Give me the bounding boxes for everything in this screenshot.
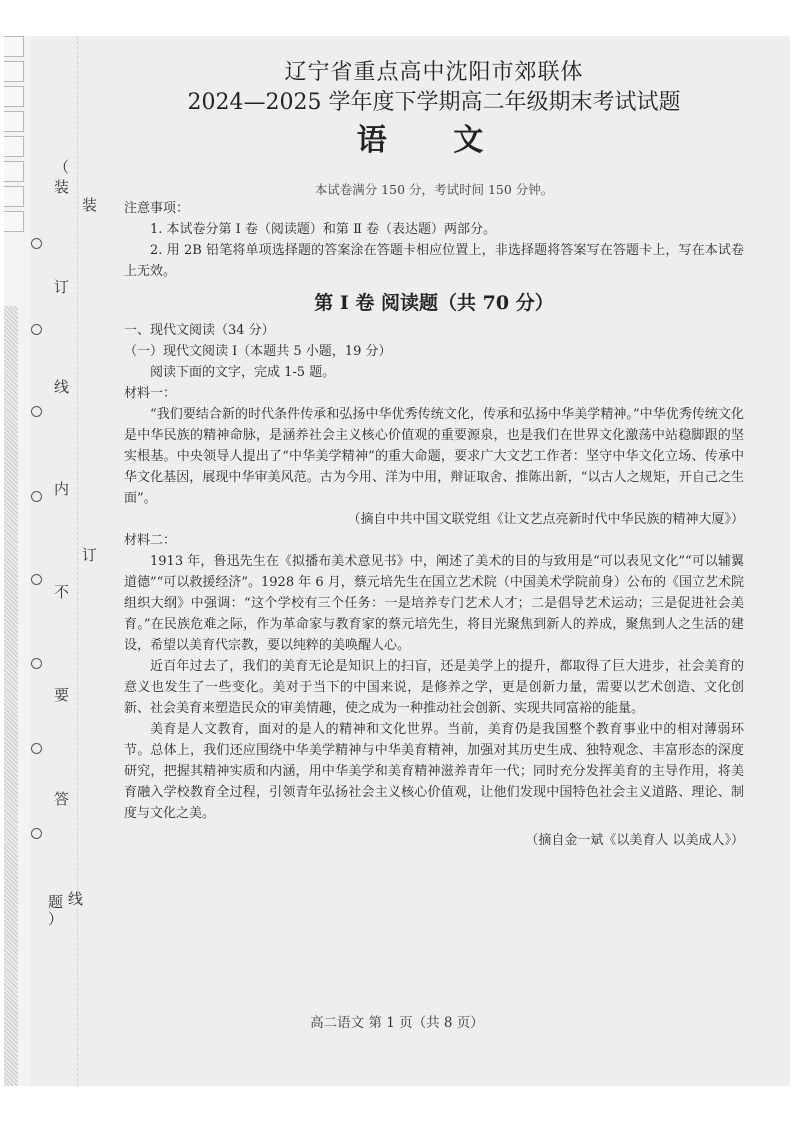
seal-char: 订 [54, 278, 70, 296]
seal-char: 内 [54, 480, 70, 498]
exam-title-line2: 2024—2025 学年度下学期高二年级期末考试试题 [187, 90, 681, 115]
margin-hatch [4, 306, 18, 1086]
material-paragraph: 近百年过去了，我们的美育无论是知识上的扫盲，还是美学上的提升，都取得了巨大进步，社会美育的意义也发生了一些变化。美对于当下的中国来说，是修养之学，更是创新力量，需要以艺术创造、文化创新、社会美育来塑造民众的审美情趣，使之成为一种推动社会创新、实现共同富裕的能量。 [124, 659, 744, 716]
binding-hole-icon [31, 406, 42, 417]
material-paragraph: “我们要结合新的时代条件传承和弘扬中华优秀传统文化，传承和弘扬中华美学精神。”中华优秀传统文化是中华民族的精神命脉，是涵养社会主义核心价值观的重要源泉，也是我们在世界文化激荡中站稳脚跟的坚实根基。中央领导人提出了“中华美学精神”的重大命题，要求广大文艺工作者：坚守中华文化立场、传承中华文化基因，展现中华审美风范。古为今用、洋为中用，辩证取舍、推陈出新，“以古人之规矩，开自己之生面”。 [124, 407, 744, 506]
part-heading: 一、现代文阅读（34 分） [124, 323, 275, 338]
seal-char: 订 [82, 546, 98, 564]
binding-hole-icon [31, 574, 42, 585]
sub-heading: （一）现代文阅读 Ⅰ（本题共 5 小题，19 分） [124, 344, 392, 359]
binding-hole-icon [31, 491, 42, 502]
binding-hole-icon [31, 238, 42, 249]
seal-dashed-line [77, 36, 78, 1086]
notice-item: 1. 本试卷分第 Ⅰ 卷（阅读题）和第 Ⅱ 卷（表达题）两部分。 [150, 222, 497, 237]
seal-char: 要 [54, 686, 70, 704]
exam-title-line1: 辽宁省重点高中沈阳市郊联体 [284, 60, 584, 85]
seal-char: 不 [54, 583, 70, 601]
subject-title: 语 文 [356, 123, 512, 158]
seal-char: 题 [48, 893, 64, 911]
seal-char: 答 [54, 790, 70, 808]
material-label: 材料二： [124, 533, 177, 548]
page-footer: 高二语文 第 1 页（共 8 页） [310, 1015, 484, 1031]
seal-char: ） [48, 910, 64, 928]
binding-hole-icon [31, 658, 42, 669]
seal-char: （ [54, 158, 70, 176]
exam-page [4, 36, 790, 1086]
material-source: （摘自金一斌《以美育人 以美成人》） [525, 833, 744, 848]
exam-info: 本试卷满分 150 分，考试时间 150 分钟。 [314, 182, 554, 197]
material-source: （摘自中共中国文联党组《让文艺点亮新时代中华民族的精神大厦》） [347, 512, 744, 527]
exam-content [124, 58, 744, 851]
binding-hole-icon [31, 828, 42, 839]
binding-hole-icon [31, 324, 42, 335]
seal-char: 装 [54, 178, 70, 196]
reading-instruction: 阅读下面的文字，完成 1-5 题。 [150, 365, 336, 380]
binding-hole-icon [31, 743, 42, 754]
margin-boxes [4, 36, 30, 232]
section-title: 第 Ⅰ 卷 阅读题（共 70 分） [314, 292, 554, 314]
seal-char: 线 [54, 378, 70, 396]
material-paragraph: 1913 年，鲁迅先生在《拟播布美术意见书》中，阐述了美术的目的与致用是“可以表见文化”“可以辅翼道德”“可以救援经济”。1928 年 6 月，蔡元培先生在国立艺术院（中国美术学院前身）公布的《国立艺术院组织大纲》中强调：“这个学校有三个任务：一是培养专门艺术人才；二是倡导艺术运动；三是促进社会美育。”在民族危难之际，作为革命家与教育家的蔡元培先生，将目光聚焦到新人的养成，聚焦到人之生活的建设，希望以美育代宗教，要以纯粹的美唤醒人心。 [124, 554, 744, 653]
seal-char: 线 [68, 890, 84, 908]
material-label: 材料一： [124, 386, 177, 401]
material-paragraph: 美育是人文教育，面对的是人的精神和文化世界。当前，美育仍是我国整个教育事业中的相对薄弱环节。总体上，我们还应围绕中华美学精神与中华美育精神，加强对其历史生成、独特观念、丰富形态的深度研究，把握其精神实质和内涵，用中华美学和美育精神滋养青年一代；同时充分发挥美育的主导作用，将美育融入学校教育全过程，引领青年弘扬社会主义核心价值观，让他们发现中国特色社会主义道路、理论、制度与文化之美。 [124, 722, 744, 821]
notice-heading: 注意事项： [124, 201, 190, 216]
seal-char: 装 [82, 196, 98, 214]
notice-item: 2. 用 2B 铅笔将单项选择题的答案涂在答题卡相应位置上，非选择题将答案写在答题卡上，写在本试卷上无效。 [124, 243, 744, 279]
binding-margin-strip [4, 36, 30, 1086]
